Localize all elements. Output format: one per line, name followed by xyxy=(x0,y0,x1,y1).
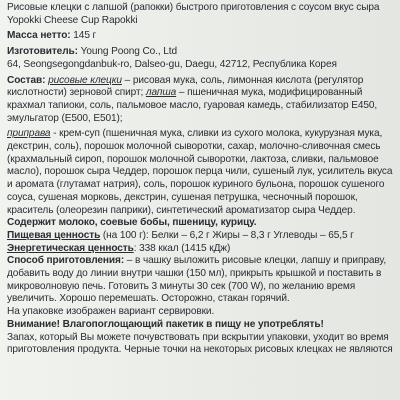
warning-label: Внимание! Влагопоглощающий пакетик в пищу не употреблять! xyxy=(7,318,324,330)
seasoning xyxy=(7,128,395,217)
rice-cakes-label: рисовые клецки xyxy=(48,74,122,86)
composition-label: Состав: xyxy=(7,74,46,86)
energy-label: Энергетическая ценность xyxy=(7,242,134,254)
rice-cakes-text: – рисовая мука, соль, лимонная кислота (регулятор кислотности) зерновой спирт; xyxy=(7,74,364,99)
energy-value: : 338 ккал (1415 кДж) xyxy=(133,242,231,254)
net-weight-label: Масса нетто: xyxy=(7,30,71,42)
warning-text: Запах, который Вы можете почувствовать при вскрытии упаковки, уходит во время приготовления продукта. Черные точки на некоторых рисовых клецках не являются xyxy=(7,331,393,356)
composition xyxy=(7,75,395,126)
seasoning-label: приправа xyxy=(7,128,51,140)
product-title-ru: Рисовые клецки с лапшой (рапокки) быстрого приготовления с соусом вкус сыра xyxy=(7,2,380,13)
seasoning-text: - крем-суп (пшеничная мука, сливки из сухого молока, кукурузная мука, декстрин, соль), порошок молочной сыворотки, сахар, молочно-сливочная смесь (крахмальный сироп, порошок молочной сыворотки, лактоза, сливки, пальмовое масло), порошок сыра Чеддер, порошок перца чили, сушеный лук, усилитель вкуса и аромата (глутамат натрия), соль, порошок куриного бульона, порошок сушеного соуса, сушеная морковь, декстрин, сушеная петрушка, чесночный порошок, краситель (олеорезин паприки), синтетический ароматизатор сыра Чеддер. xyxy=(7,128,393,216)
net-weight-value: 145 г xyxy=(73,30,97,42)
noodles-label: лапша xyxy=(145,87,177,99)
preparation-label: Способ приготовления: xyxy=(7,255,125,267)
product-title-en: Yopokki Cheese Cup Rapokki xyxy=(7,14,138,26)
nutrition-values: (на 100 г): Белки – 6,2 г Жиры – 8,3 г Углеводы – 65,5 г xyxy=(100,229,354,241)
manufacturer-address: 64, Seongsegongdanbuk-ro, Dalseo-gu, Daegu, 42712, Республика Корея xyxy=(7,58,337,70)
preparation xyxy=(7,255,395,306)
nutrition xyxy=(7,230,395,243)
noodles-text: – пшеничная мука, модифицированный крахмал тапиоки, соль, пальмовое масло, гуаровая камедь, стабилизатор E450, эмульгатор (E500, E501); xyxy=(7,87,378,124)
net-weight xyxy=(7,30,395,43)
serving-note: На упаковке изображен вариант сервировки. xyxy=(7,306,215,318)
energy xyxy=(7,243,395,256)
manufacturer-label: Изготовитель: xyxy=(7,46,78,58)
manufacturer xyxy=(7,46,395,59)
manufacturer-name: Young Poong Co., Ltd xyxy=(80,46,178,58)
allergens: Содержит молоко, соевые бобы, пшеницу, курицу. xyxy=(7,217,257,229)
preparation-text: – в чашку выложить рисовые клецки, лапшу и приправу, добавить воду до линии внутри чашки (150 мл), прикрыть крышкой и поставить в микроволновую печь. Готовить 3 минуты 30 сек (700 W), по желанию время увеличить. Хорошо перемешать. Осторожно, стакан горячий. xyxy=(7,255,387,305)
nutrition-label: Пищевая ценность xyxy=(7,229,101,241)
